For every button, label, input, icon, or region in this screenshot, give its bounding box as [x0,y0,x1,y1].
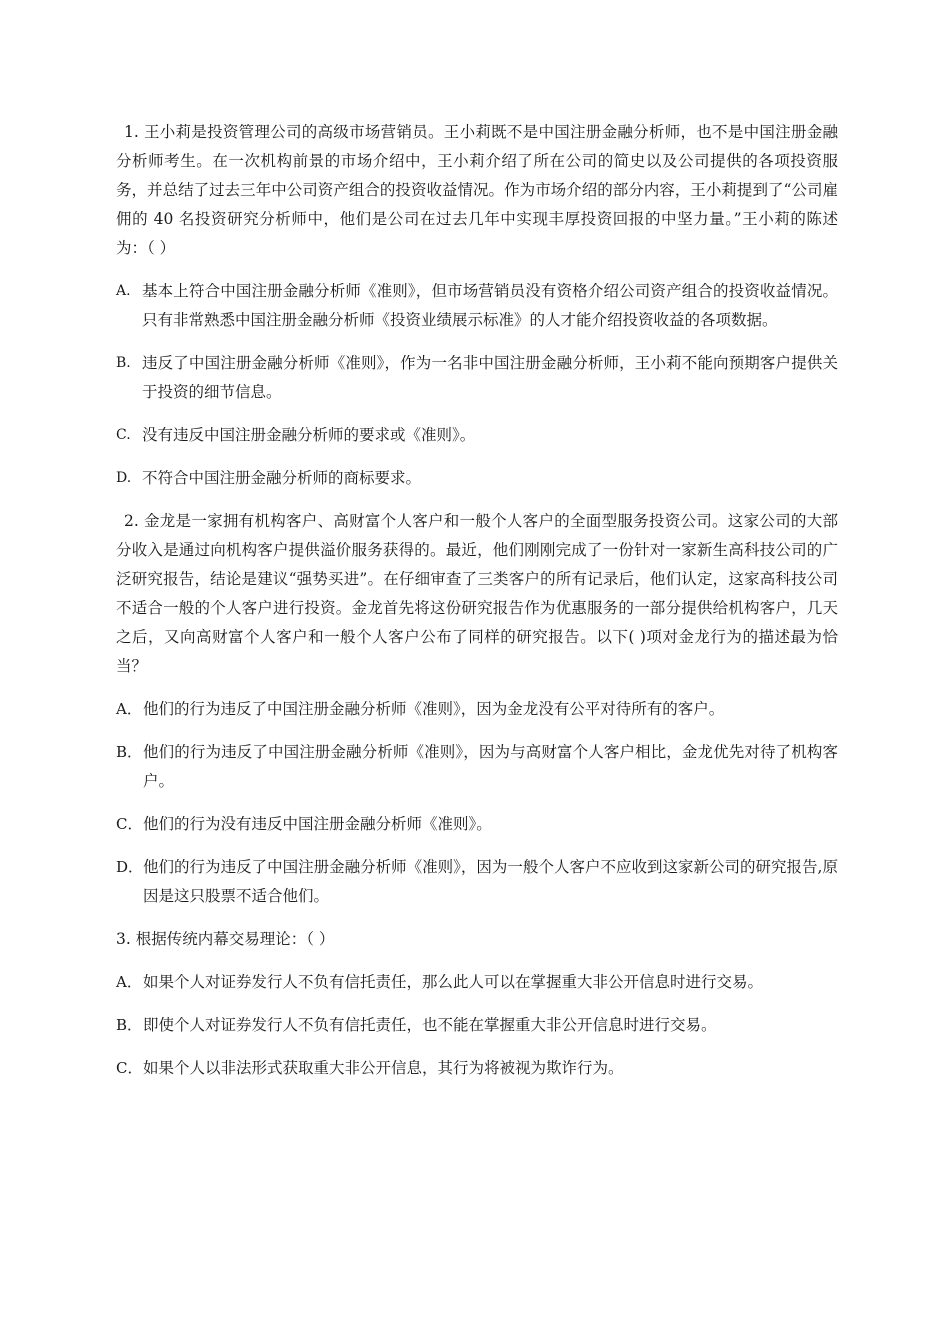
option-letter: B． [116,1016,143,1034]
option-letter: C． [116,815,143,833]
option-c [116,810,838,839]
question-3 [116,925,838,1083]
option-letter: A． [116,700,142,718]
option-text: 基本上符合中国注册金融分析师《准则》，但市场营销员没有资格介绍公司资产组合的投资收益情况。 只有非常熟悉中国注册金融分析师《投资业绩展示标准》的人才能介绍投资收益的各项数据。 [142,282,838,329]
option-text: 不符合中国注册金融分析师的商标要求。 [142,469,422,487]
option-text: 违反了中国注册金融分析师《准则》，作为一名非中国注册金融分析师，王小莉不能向预期客户提供关于投资的细节信息。 [142,354,838,401]
option-c [116,421,838,450]
option-a [116,277,838,335]
option-a [116,968,838,997]
option-text: 没有违反中国注册金融分析师的要求或《准则》。 [142,426,476,444]
question-1 [116,118,838,493]
option-letter: A． [116,973,142,991]
option-text: 他们的行为违反了中国注册金融分析师《准则》，因为与高财富个人客户相比，金龙优先对待了机构客户。 [143,743,838,790]
option-b [116,349,838,407]
question-stem: 3. 根据传统内幕交易理论：（ ） [116,930,335,948]
option-letter: C． [116,1059,143,1077]
option-text: 如果个人对证券发行人不负有信托责任，那么此人可以在掌握重大非公开信息时进行交易。 [143,973,764,991]
option-text: 即使个人对证券发行人不负有信托责任，也不能在掌握重大非公开信息时进行交易。 [143,1016,717,1034]
option-text: 他们的行为违反了中国注册金融分析师《准则》，因为金龙没有公平对待所有的客户。 [143,700,725,718]
option-text: 他们的行为没有违反中国注册金融分析师《准则》。 [143,815,492,833]
option-letter: B. [116,355,131,371]
option-a [116,695,838,724]
option-letter: B． [116,743,143,761]
option-d [116,853,838,911]
option-c [116,1054,838,1083]
option-text: 如果个人以非法形式获取重大非公开信息，其行为将被视为欺诈行为。 [143,1059,624,1077]
option-d [116,464,838,493]
question-stem: 1. 王小莉是投资管理公司的高级市场营销员。王小莉既不是中国注册金融分析师，也不是中国注册金融分析师考生。在一次机构前景的市场介绍中，王小莉介绍了所在公司的简史以及公司提供的各项投资服务，并总结了过去三年中公司资产组合的投资收益情况。作为市场介绍的部分内容，王小莉提到了“公司雇佣的 40 名投资研究分析师中，他们是公司在过去几年中实现丰厚投资回报的中坚力量。”王小莉的陈述为：（ ） [116,123,838,257]
option-letter: D． [116,858,144,876]
document-body [116,118,838,1097]
option-b [116,738,838,796]
question-stem: 2. 金龙是一家拥有机构客户、高财富个人客户和一般个人客户的全面型服务投资公司。这家公司的大部分收入是通过向机构客户提供溢价服务获得的。最近，他们刚刚完成了一份针对一家新生高科技公司的广泛研究报告，结论是建议“强势买进”。在仔细审查了三类客户的所有记录后，他们认定，这家高科技公司不适合一般的个人客户进行投资。金龙首先将这份研究报告作为优惠服务的一部分提供给机构客户，几天之后，又向高财富个人客户和一般个人客户公布了同样的研究报告。以下( )项对金龙行为的描述最为恰当？ [116,512,838,675]
option-letter: A. [116,283,131,299]
option-letter: C. [116,427,131,443]
option-letter: D. [116,470,132,486]
question-2 [116,507,838,911]
option-b [116,1011,838,1040]
option-text: 他们的行为违反了中国注册金融分析师《准则》，因为一般个人客户不应收到这家新公司的研究报告,原因是这只股票不适合他们。 [143,858,838,905]
